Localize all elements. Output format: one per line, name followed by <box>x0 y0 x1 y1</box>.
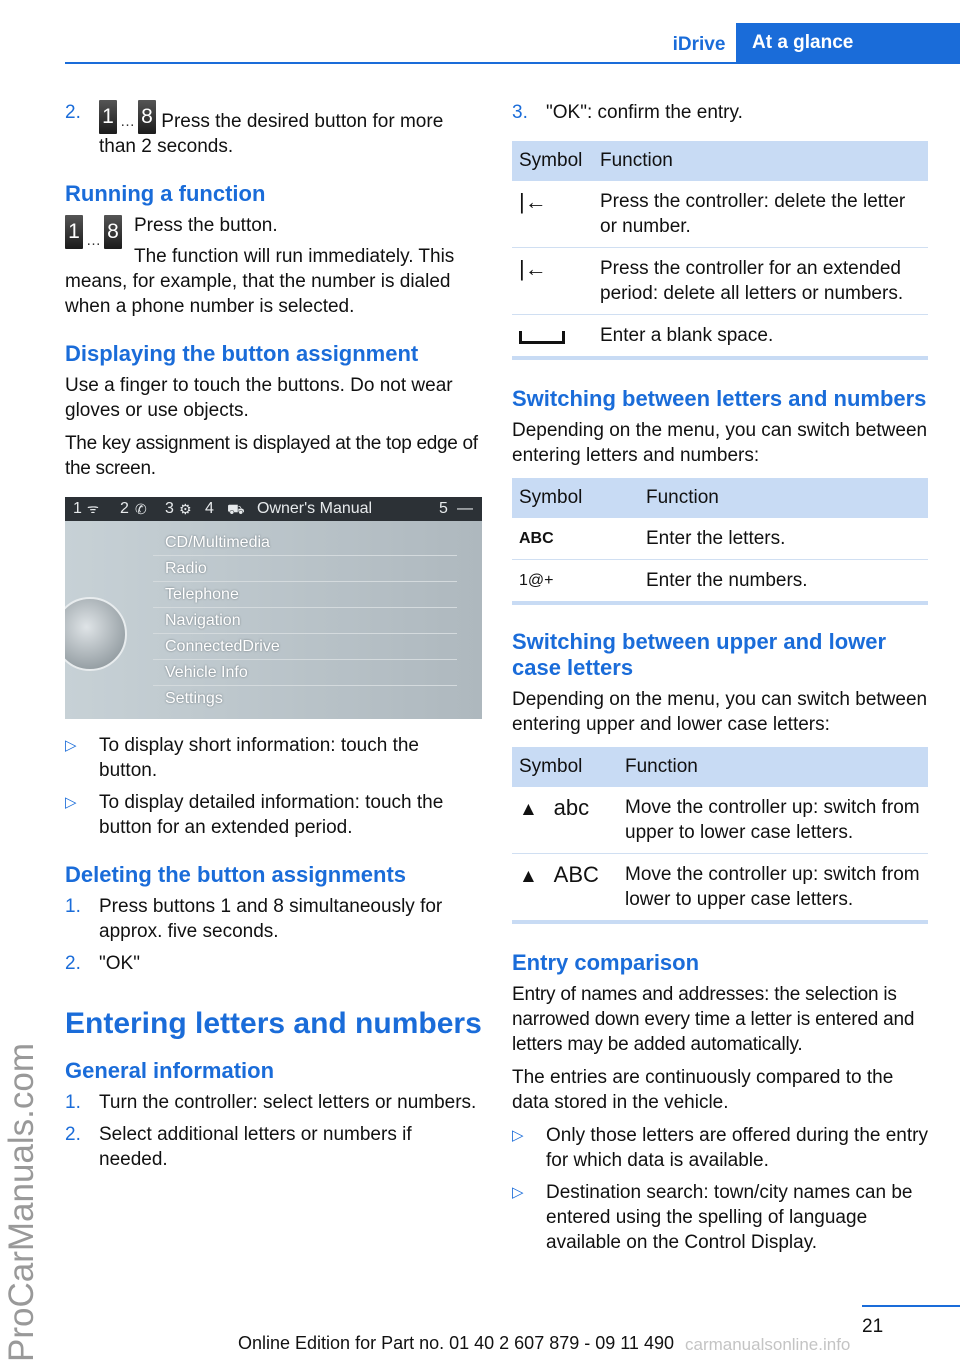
table-row <box>512 181 928 248</box>
controller-knob-icon <box>65 597 127 671</box>
comparison-paragraph-2: The entries are continuously compared to the data stored in the vehicle. <box>512 1067 894 1113</box>
col-header-symbol: Symbol <box>512 478 639 518</box>
letters-numbers-table <box>512 478 928 605</box>
step-text: Select additional letters or numbers if needed. <box>99 1124 412 1170</box>
function-text: Enter the letters. <box>639 518 928 560</box>
tab-at-a-glance[interactable]: At a glance <box>736 23 960 63</box>
bullet-item <box>65 790 482 840</box>
key-1-icon: 1 <box>65 215 83 249</box>
phone-icon: ✆ <box>135 501 147 517</box>
bullet-item <box>512 1123 928 1173</box>
space-icon <box>512 315 593 359</box>
arrow-up-icon: ▲ <box>519 866 538 887</box>
favorite-keys-icon <box>65 215 122 249</box>
delete-all-icon: |← <box>512 248 593 315</box>
left-column <box>65 100 482 1179</box>
button-assignment-bar <box>65 497 482 521</box>
heading-switch-letters-numbers: Switching between letters and numbers <box>512 386 927 411</box>
key-8-icon: 8 <box>138 100 156 134</box>
bullet-text: To display short information: touch the button. <box>99 735 420 781</box>
menu-item[interactable]: Radio <box>153 556 457 582</box>
function-text: Press the controller for an extended period: delete all letters or numbers. <box>593 248 928 315</box>
function-text: Move the controller up: switch from lower to upper case letters. <box>618 854 928 923</box>
table-row <box>512 854 928 923</box>
bullet-text: To display detailed information: touch the button for an extended period. <box>99 792 444 838</box>
footer-rule <box>862 1305 960 1307</box>
control-display-screenshot <box>65 497 482 719</box>
function-text: Enter a blank space. <box>593 315 928 359</box>
switch-letters-paragraph: Depending on the menu, you can switch between entering letters and numbers: <box>512 420 928 466</box>
heading-entering-letters-numbers: Entering letters and numbers <box>65 1007 482 1040</box>
menu-item[interactable]: Navigation <box>153 608 457 634</box>
table-row <box>512 248 928 315</box>
step-text: "OK" <box>99 953 140 974</box>
menu-item[interactable]: Telephone <box>153 582 457 608</box>
key-8-icon: 8 <box>104 215 122 249</box>
bullet-triangle-icon: ▷ <box>65 794 77 811</box>
display-paragraph-1: Use a finger to touch the buttons. Do not wear gloves or use objects. <box>65 375 453 421</box>
step-item <box>65 894 482 944</box>
table-row <box>512 518 928 560</box>
step-item <box>65 951 482 976</box>
phone-signal-icon: ᯤ <box>87 501 99 516</box>
edition-text: Online Edition for Part no. 01 40 2 607 879 - 09 11 490 <box>238 1333 674 1353</box>
menu-item[interactable]: Settings <box>165 690 223 707</box>
step-text: Turn the controller: select letters or numbers. <box>99 1092 477 1113</box>
assignment-1: 1 <box>73 500 82 517</box>
step-3 <box>512 100 928 125</box>
arrow-up-icon: ▲ <box>519 799 538 820</box>
col-header-symbol: Symbol <box>512 747 618 787</box>
key-1-icon: 1 <box>99 100 117 134</box>
assignment-2: 2 <box>120 500 129 517</box>
letters-mode-icon: ABC <box>512 518 639 560</box>
function-text: Move the controller up: switch from upper to lower case letters. <box>618 787 928 854</box>
general-steps <box>65 1090 482 1172</box>
step-number: 2. <box>65 1124 81 1145</box>
ellipsis: … <box>86 232 101 249</box>
heading-deleting-assignments: Deleting the button assignments <box>65 862 407 887</box>
ellipsis: … <box>120 113 135 130</box>
col-header-function: Function <box>639 478 928 518</box>
lowercase-icon <box>512 787 618 854</box>
car-icon: ⛟ <box>227 501 245 517</box>
heading-entry-comparison: Entry comparison <box>512 950 700 975</box>
bullet-triangle-icon: ▷ <box>512 1127 524 1144</box>
heading-general-information: General information <box>65 1058 275 1083</box>
step-text: Press buttons 1 and 8 simultaneously for approx. five seconds. <box>99 896 443 942</box>
running-line-1: Press the button. <box>134 215 278 236</box>
page-number: 21 <box>862 1316 884 1337</box>
menu-item[interactable]: Vehicle Info <box>153 660 457 686</box>
heading-displaying-assignment: Displaying the button assignment <box>65 341 419 366</box>
bullet-triangle-icon: ▷ <box>65 737 77 754</box>
display-bullets <box>65 733 482 840</box>
delete-icon: |← <box>512 181 593 248</box>
dash-icon: — <box>457 500 473 517</box>
deleting-steps <box>65 894 482 976</box>
assignment-4-label: Owner's Manual <box>257 500 373 517</box>
side-watermark: ProCarManuals.com <box>2 1043 41 1362</box>
step-2 <box>65 100 482 159</box>
bullet-item <box>512 1180 928 1255</box>
running-line-2: The function will run immediately. This means, for example, that the number is dialed when a phone number is selected. <box>65 246 455 317</box>
step-number: 3. <box>512 102 528 123</box>
numbers-mode-icon: 1@+ <box>512 560 639 604</box>
running-function-block <box>65 213 482 319</box>
assignment-3: 3 <box>165 500 174 517</box>
heading-running-function: Running a function <box>65 181 266 206</box>
assignment-4: 4 <box>205 500 214 517</box>
table-row <box>512 787 928 854</box>
tab-idrive[interactable]: iDrive <box>672 34 726 55</box>
assignment-5: 5 <box>439 500 448 517</box>
step-item <box>65 1090 482 1115</box>
function-text: Press the controller: delete the letter or number. <box>593 181 928 248</box>
switch-case-paragraph: Depending on the menu, you can switch between entering upper and lower case letters: <box>512 689 928 735</box>
table-row <box>512 315 928 359</box>
function-text: Enter the numbers. <box>639 560 928 604</box>
footer-watermark: carmanualsonline.info <box>685 1335 851 1354</box>
display-paragraph-2: The key assignment is displayed at the top edge of the screen. <box>65 433 478 479</box>
comparison-paragraph-1: Entry of names and addresses: the selection is narrowed down every time a letter is entered and letters may be added automatically. <box>512 984 915 1055</box>
step-text: "OK": confirm the entry. <box>546 102 743 123</box>
menu-item[interactable]: CD/Multimedia <box>153 530 457 556</box>
heading-switch-case: Switching between upper and lower case letters <box>512 629 887 680</box>
delete-symbol-table <box>512 141 928 360</box>
bullet-text: Only those letters are offered during the entry for which data is available. <box>546 1125 928 1171</box>
step-item <box>65 1122 482 1172</box>
case-table <box>512 747 928 924</box>
settings-gear-icon: ⚙ <box>179 501 192 517</box>
menu-item[interactable]: ConnectedDrive <box>153 634 457 660</box>
step-number: 2. <box>65 102 81 123</box>
uppercase-icon <box>512 854 618 923</box>
bullet-triangle-icon: ▷ <box>512 1184 524 1201</box>
step-number: 2. <box>65 953 81 974</box>
col-header-function: Function <box>593 141 928 181</box>
bullet-item <box>65 733 482 783</box>
col-header-function: Function <box>618 747 928 787</box>
col-header-symbol: Symbol <box>512 141 593 181</box>
right-column <box>512 100 928 1262</box>
step-number: 1. <box>65 896 81 917</box>
table-row <box>512 560 928 604</box>
bullet-text: Destination search: town/city names can be entered using the spelling of language available on the Control Display. <box>546 1182 913 1253</box>
case-symbol: abc <box>553 795 590 820</box>
step-text: Press the desired button for more than 2 seconds. <box>99 111 444 157</box>
case-symbol: ABC <box>553 862 599 887</box>
step-number: 1. <box>65 1092 81 1113</box>
